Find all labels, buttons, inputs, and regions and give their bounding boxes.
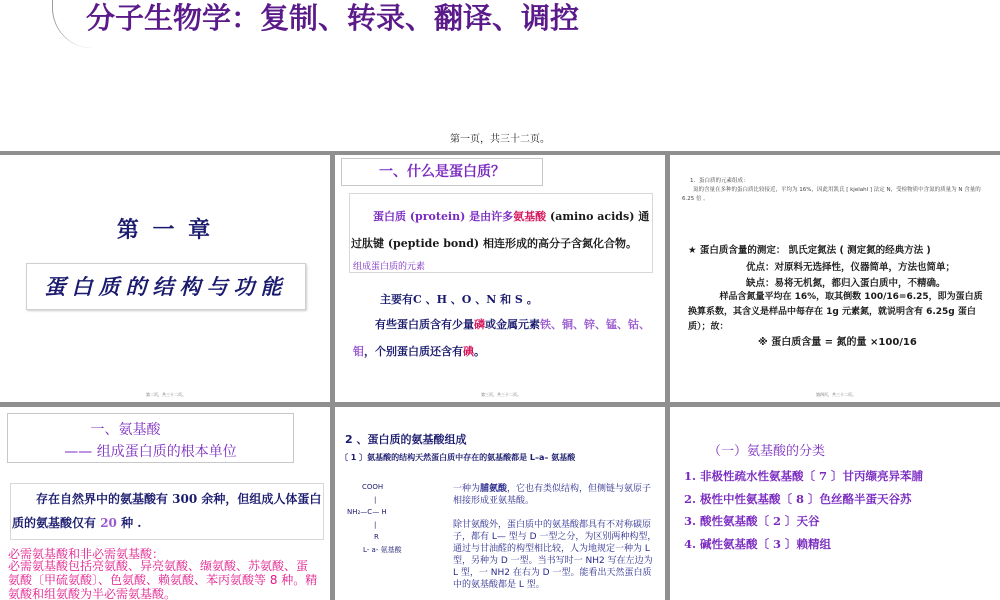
- struct-bar2: |: [374, 520, 377, 529]
- proline-term: 脯氨酸: [480, 484, 508, 494]
- slide-what-is-protein[interactable]: [335, 155, 665, 402]
- section-heading: （一）氨基酸的分类: [708, 444, 826, 459]
- essential-text: 必需氨基酸包括亮氨酸、异亮氨酸、缬氨酸、苏氨酸、蛋氨酸〔甲硫氨酸〕、色氨酸、赖氨酸、苯丙氨酸等 8 种。精氨酸和组氨酸为半必需氨基酸。: [8, 559, 318, 600]
- page-title: 分子生物学：复制、转录、翻译、调控: [86, 1, 580, 35]
- slide-classification[interactable]: [670, 407, 1000, 600]
- trace-part3: ，个别蛋白质还含有: [364, 345, 463, 358]
- structure-formula: [347, 481, 437, 556]
- slide-chapter[interactable]: [0, 155, 330, 402]
- trace-metals: 铁、铜、锌、锰、钴、钼: [353, 318, 650, 358]
- chapter-label: 第 一 章: [116, 217, 214, 243]
- body-part2: 种 .: [121, 516, 142, 530]
- heading-box: [341, 158, 543, 186]
- proline-part1: 一种为: [453, 484, 481, 494]
- kjeldahl-method: ★ 蛋白质含量的测定： 凯氏定氮法 ( 测定氮的经典方法 ): [688, 245, 931, 256]
- slide-footer: 第三页，共三十二页。: [481, 392, 521, 397]
- trace-phosphorus: 磷: [474, 318, 485, 331]
- classification-item-4: 4. 碱性氨基酸〔 3 〕赖精组: [684, 537, 832, 551]
- heading-line2: —— 组成蛋白质的根本单位: [64, 444, 237, 460]
- page-info: 第一页，共三十二页。: [450, 134, 550, 145]
- slide-footer: 第四页，共三十二页。: [816, 392, 856, 397]
- definition-term: 氨基酸: [513, 210, 547, 223]
- heading-line1: 一、氨基酸: [90, 422, 161, 438]
- elements-trace: [353, 311, 655, 365]
- struct-r: R: [374, 533, 379, 541]
- essential-title: 必需氨基酸和非必需氨基酸：: [8, 547, 165, 561]
- header-slide: [0, 0, 1000, 151]
- body-number: 20: [96, 516, 122, 530]
- struct-cooh: COOH: [362, 483, 384, 491]
- cons: 缺点：易将无机氮，都归入蛋白质中，不精确。: [746, 278, 946, 289]
- classification-item-3: 3. 酸性氨基酸〔 2 〕天谷: [684, 514, 820, 528]
- struct-label: L- a- 氨基酸: [363, 545, 402, 554]
- trace-part2: 或金属元素: [485, 318, 540, 331]
- body-text: [12, 487, 322, 535]
- slide-footer: 第二页，共三十二页。: [146, 392, 186, 397]
- trace-end: 。: [474, 345, 485, 358]
- formula: ※ 蛋白质含量 = 氮的量 ×100/16: [758, 337, 917, 348]
- classification-item-2: 2. 极性中性氨基酸〔 8 〕色丝酪半蛋天谷苏: [684, 492, 912, 506]
- definition-part2: (amino acids) 通过肽键 (peptide bond) 相连形成的高分子含氮化合物。: [351, 210, 650, 250]
- average-nitrogen: 样品含氮量平均在 16%，取其倒数 100/16=6.25，即为蛋白质换算系数，其含义是样品中每存在 1g 元素氮，就说明含有 6.25g 蛋白质）；故：: [688, 292, 983, 332]
- struct-bar1: |: [374, 495, 377, 504]
- heading-box: [7, 413, 294, 463]
- note-text: 氮的含量在多种的蛋白质比较接近，平均为 16%，因此用凯氏 [ kjelahl ] 法定 N，受检物质中含氮的质量为 N 含量的 6.25 倍 。: [682, 187, 981, 202]
- trace-part1: 有些蛋白质含有少量: [375, 318, 474, 331]
- proline-text: [453, 483, 658, 507]
- chapter-title-box: [26, 263, 306, 310]
- slide-amino-acid-composition[interactable]: [335, 407, 665, 600]
- chirality-text: 除甘氨酸外，蛋白质中的氨基酸都具有不对称碳原子，都有 L— 型与 D 一型之分，为区别两种构型，通过与甘油醛的构型相比较，人为地规定一种为 L 型，另种为 D 一型。当书写时一 NH2 写在左边为 L 型，一 NH2 在右为 D 一型。能看出天然蛋白质中的氨基酸都是 L 型。: [453, 520, 657, 590]
- slide-amino-acids[interactable]: [0, 407, 330, 600]
- proline-part2: ，它也有类似结构，但侧链与氨原子相接形成亚氨基酸。: [453, 484, 652, 506]
- definition-text: [351, 203, 653, 257]
- slide-protein-content[interactable]: [670, 155, 1000, 402]
- classification-item-1: 1. 非极性疏水性氨基酸〔 7 〕甘丙缬亮异苯脯: [684, 469, 924, 483]
- section-label: 组成蛋白质的元素: [353, 262, 426, 272]
- section-heading: 2 、蛋白质的氨基酸组成: [345, 433, 467, 446]
- elements-main: 主要有C 、H 、O 、N 和 S 。: [380, 293, 538, 306]
- note-title: 1．蛋白质的元素组成：: [690, 178, 749, 184]
- section-heading: 一、什么是蛋白质？: [379, 164, 505, 180]
- body-part1: 存在自然界中的氨基酸有 300 余种，但组成人体蛋白质的氨基酸仅有: [12, 492, 322, 530]
- struct-nh2: NH₂—C— H: [347, 508, 387, 516]
- chapter-title: 蛋白质的结构与功能: [44, 274, 288, 299]
- pros: 优点：对原料无选择性，仪器简单，方法也简单；: [746, 262, 956, 273]
- sub-heading: 〔 1 〕氨基酸的结构天然蛋白质中存在的氨基酸都是 L–a– 氨基酸: [340, 453, 576, 462]
- definition-part1: 蛋白质 (protein) 是由许多: [373, 210, 514, 223]
- trace-iodine: 碘: [463, 345, 474, 358]
